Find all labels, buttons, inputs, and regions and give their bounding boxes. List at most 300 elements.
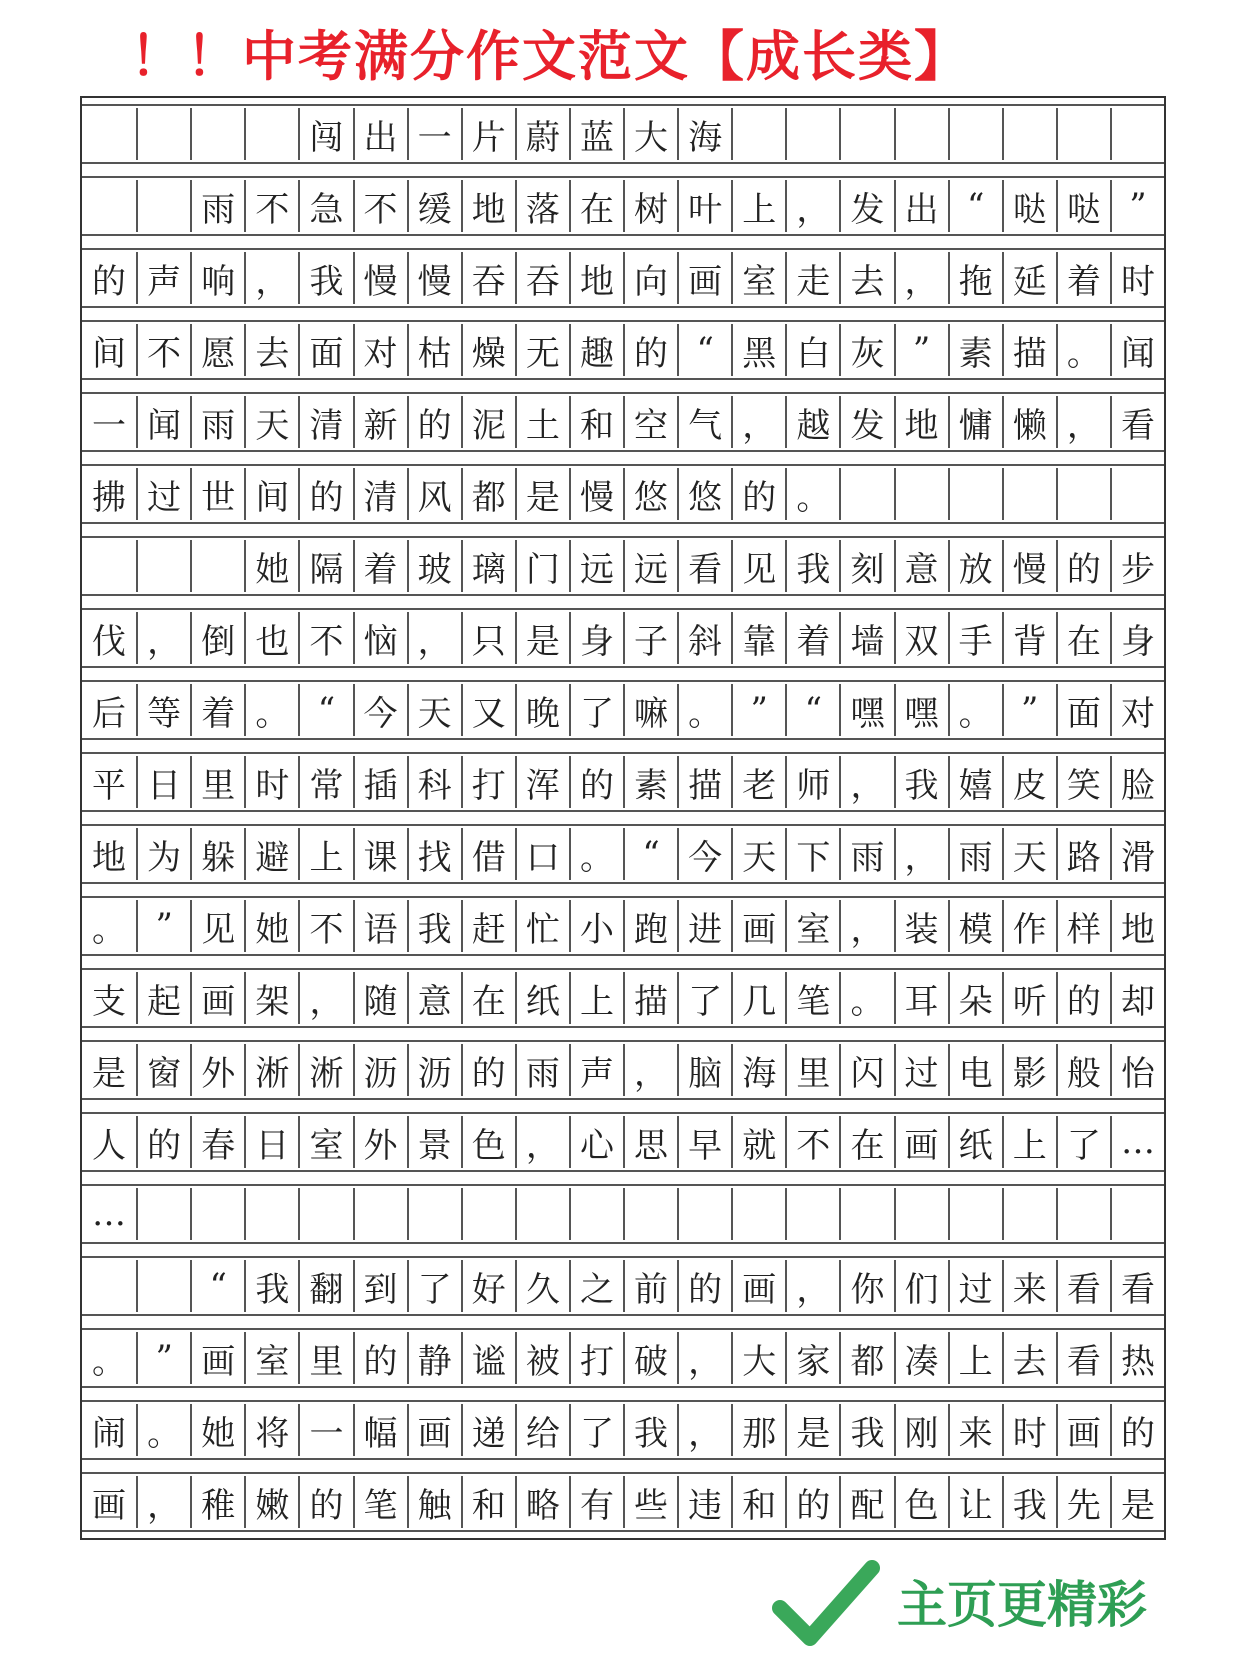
grid-cell: 找	[407, 828, 461, 880]
grid-cell: 闻	[1110, 324, 1164, 376]
grid-cell	[731, 1188, 785, 1240]
grid-cell: “	[623, 828, 677, 880]
grid-row	[82, 1116, 1164, 1168]
grid-cell: 我	[785, 540, 839, 592]
grid-cell: ，	[839, 900, 893, 952]
grid-cell: 。	[785, 468, 839, 520]
grid-cell	[1110, 108, 1164, 160]
grid-cell: 悠	[677, 468, 731, 520]
essay-grid	[80, 96, 1166, 1540]
grid-cell: 起	[136, 972, 190, 1024]
row-rule	[82, 536, 1164, 538]
grid-cell: ，	[515, 1116, 569, 1168]
grid-cell: 上	[731, 180, 785, 232]
grid-cell: 地	[92, 837, 127, 878]
grid-cell: 翻	[298, 1260, 352, 1312]
grid-cell: 室	[785, 900, 839, 952]
checkmark-icon	[772, 1560, 882, 1650]
row-rule	[82, 1386, 1164, 1388]
grid-cell: 双	[894, 612, 948, 664]
grid-cell: “	[298, 684, 352, 736]
grid-cell: 雨	[948, 828, 1002, 880]
grid-cell	[190, 540, 244, 592]
row-rule	[82, 392, 1164, 394]
grid-cell: 蔚	[515, 108, 569, 160]
grid-cell	[1056, 1188, 1110, 1240]
grid-cell: 外	[353, 1116, 407, 1168]
grid-cell: 一	[407, 108, 461, 160]
grid-cell: 黑	[731, 324, 785, 376]
grid-cell: 。	[136, 1404, 190, 1456]
row-rule	[82, 1112, 1164, 1114]
grid-cell: 给	[515, 1404, 569, 1456]
grid-cell: 笔	[785, 972, 839, 1024]
grid-cell: ”	[731, 684, 785, 736]
grid-row	[82, 1476, 1164, 1528]
grid-cell: ，	[244, 252, 298, 304]
grid-cell: 模	[948, 900, 1002, 952]
grid-cell: 着	[1056, 252, 1110, 304]
grid-cell: 慢	[407, 252, 461, 304]
grid-cell: ，	[894, 828, 948, 880]
grid-cell: 些	[623, 1476, 677, 1528]
grid-cell: 是	[515, 612, 569, 664]
grid-cell	[1110, 1188, 1164, 1240]
grid-cell: ”	[894, 324, 948, 376]
grid-cell	[298, 1188, 352, 1240]
grid-cell: 将	[244, 1404, 298, 1456]
row-rule	[82, 666, 1164, 668]
grid-cell	[894, 108, 948, 160]
grid-row	[82, 1044, 1164, 1096]
grid-cell: 我	[407, 900, 461, 952]
row-rule	[82, 1256, 1164, 1258]
grid-cell: 架	[244, 972, 298, 1024]
grid-cell	[894, 1188, 948, 1240]
grid-cell	[785, 1188, 839, 1240]
grid-cell: “	[948, 180, 1002, 232]
grid-cell: 的	[136, 1116, 190, 1168]
grid-cell	[1056, 468, 1110, 520]
grid-cell: 斜	[677, 612, 731, 664]
grid-cell: 她	[244, 900, 298, 952]
grid-cell: 在	[461, 972, 515, 1024]
grid-cell: 了	[1056, 1116, 1110, 1168]
footer	[772, 1560, 1172, 1650]
grid-cell: 哒	[1056, 180, 1110, 232]
grid-cell: 让	[948, 1476, 1002, 1528]
grid-cell: 放	[948, 540, 1002, 592]
grid-cell: 是	[1110, 1476, 1164, 1528]
grid-cell: 慢	[353, 252, 407, 304]
grid-cell: 一	[92, 405, 127, 446]
grid-cell: 土	[515, 396, 569, 448]
grid-cell: 又	[461, 684, 515, 736]
grid-cell: 滑	[1110, 828, 1164, 880]
grid-cell: 新	[353, 396, 407, 448]
grid-cell: 海	[731, 1044, 785, 1096]
grid-row	[82, 684, 1164, 736]
grid-cell: ，	[785, 180, 839, 232]
grid-cell: 过	[948, 1260, 1002, 1312]
grid-cell: 延	[1002, 252, 1056, 304]
grid-cell: 在	[1056, 612, 1110, 664]
grid-cell: 天	[1002, 828, 1056, 880]
grid-cell: 的	[407, 396, 461, 448]
grid-cell: 里	[298, 1332, 352, 1384]
grid-row	[82, 540, 1164, 592]
grid-cell: 。	[92, 1341, 127, 1382]
grid-row	[82, 1332, 1164, 1384]
grid-cell: 伐	[92, 621, 127, 662]
grid-cell: 不	[298, 612, 352, 664]
grid-cell: 打	[569, 1332, 623, 1384]
grid-row	[82, 468, 1164, 520]
grid-cell	[1110, 468, 1164, 520]
grid-cell: “	[190, 1260, 244, 1312]
grid-cell: 墙	[839, 612, 893, 664]
grid-cell: 画	[190, 972, 244, 1024]
grid-cell: 树	[623, 180, 677, 232]
grid-cell: 走	[785, 252, 839, 304]
grid-cell: 门	[515, 540, 569, 592]
grid-cell: 我	[839, 1404, 893, 1456]
grid-cell	[136, 180, 190, 232]
grid-cell: ，	[677, 1332, 731, 1384]
grid-cell: 进	[677, 900, 731, 952]
grid-cell	[82, 180, 136, 232]
grid-cell: 作	[1002, 900, 1056, 952]
grid-cell: 的	[353, 1332, 407, 1384]
grid-cell: 清	[298, 396, 352, 448]
grid-cell: 画	[190, 1332, 244, 1384]
row-rule	[82, 680, 1164, 682]
grid-cell: 的	[1056, 540, 1110, 592]
row-rule	[82, 882, 1164, 884]
grid-cell: 声	[569, 1044, 623, 1096]
grid-cell: 们	[894, 1260, 948, 1312]
grid-cell: ，	[731, 396, 785, 448]
grid-cell	[82, 108, 136, 160]
grid-cell: 雨	[515, 1044, 569, 1096]
grid-cell: 空	[623, 396, 677, 448]
grid-cell: 慢	[569, 468, 623, 520]
grid-cell: 的	[298, 468, 352, 520]
grid-cell: 她	[244, 540, 298, 592]
grid-cell: 了	[677, 972, 731, 1024]
grid-cell: 时	[244, 756, 298, 808]
grid-row	[82, 108, 1164, 160]
row-rule	[82, 104, 1164, 106]
grid-cell: 的	[569, 756, 623, 808]
grid-cell: 我	[244, 1260, 298, 1312]
grid-cell: 沥	[353, 1044, 407, 1096]
grid-cell: 身	[569, 612, 623, 664]
grid-cell: 灰	[839, 324, 893, 376]
grid-cell: ”	[136, 1332, 190, 1384]
grid-cell: ”	[136, 900, 190, 952]
grid-cell: 间	[92, 333, 127, 374]
row-rule	[82, 896, 1164, 898]
grid-cell: 不	[136, 324, 190, 376]
grid-cell	[136, 108, 190, 160]
grid-cell: 下	[785, 828, 839, 880]
grid-cell: ，	[1056, 396, 1110, 448]
grid-cell: 画	[731, 900, 785, 952]
grid-cell: 地	[1110, 900, 1164, 952]
grid-cell	[948, 1188, 1002, 1240]
grid-cell: 泥	[461, 396, 515, 448]
grid-cell: 淅	[298, 1044, 352, 1096]
grid-cell: 着	[353, 540, 407, 592]
grid-cell: ，	[623, 1044, 677, 1096]
grid-cell: 出	[353, 108, 407, 160]
grid-cell: 无	[515, 324, 569, 376]
grid-cell: 来	[948, 1404, 1002, 1456]
grid-cell: 室	[244, 1332, 298, 1384]
grid-cell	[839, 468, 893, 520]
grid-cell: 去	[1002, 1332, 1056, 1384]
row-rule	[82, 1040, 1164, 1042]
grid-cell: 。	[1056, 324, 1110, 376]
grid-cell	[353, 1188, 407, 1240]
grid-cell	[948, 108, 1002, 160]
grid-cell: 不	[244, 180, 298, 232]
grid-cell: ”	[1110, 180, 1164, 232]
row-rule	[82, 306, 1164, 308]
grid-cell: 叶	[677, 180, 731, 232]
grid-row	[82, 828, 1164, 880]
grid-cell: 闯	[298, 108, 352, 160]
grid-cell: 看	[1110, 396, 1164, 448]
grid-cell: 都	[461, 468, 515, 520]
row-rule	[82, 1314, 1164, 1316]
grid-cell: ，	[894, 252, 948, 304]
grid-cell: 嘛	[623, 684, 677, 736]
grid-cell: ，	[785, 1260, 839, 1312]
grid-cell: 对	[1110, 684, 1164, 736]
grid-cell: 发	[839, 180, 893, 232]
grid-cell	[894, 468, 948, 520]
grid-cell: 雨	[190, 180, 244, 232]
grid-cell: 着	[190, 684, 244, 736]
grid-cell: 和	[569, 396, 623, 448]
row-rule	[82, 738, 1164, 740]
grid-cell: 缓	[407, 180, 461, 232]
row-rule	[82, 1400, 1164, 1402]
grid-cell: 怡	[1110, 1044, 1164, 1096]
grid-cell	[244, 108, 298, 160]
grid-cell: 的	[298, 1476, 352, 1528]
grid-cell: 违	[677, 1476, 731, 1528]
grid-cell: 大	[623, 108, 677, 160]
row-rule	[82, 1458, 1164, 1460]
grid-cell: 就	[731, 1116, 785, 1168]
grid-cell: 是	[92, 1053, 127, 1094]
grid-cell: 画	[731, 1260, 785, 1312]
grid-cell: 天	[407, 684, 461, 736]
grid-cell: “	[677, 324, 731, 376]
grid-cell: 地	[461, 180, 515, 232]
grid-cell: 嬉	[948, 756, 1002, 808]
grid-cell: 人	[92, 1125, 127, 1166]
grid-cell: 上	[298, 828, 352, 880]
grid-cell: 不	[353, 180, 407, 232]
grid-cell: 样	[1056, 900, 1110, 952]
grid-cell: 面	[1056, 684, 1110, 736]
grid-cell: 路	[1056, 828, 1110, 880]
grid-cell: 色	[461, 1116, 515, 1168]
grid-cell: 了	[569, 684, 623, 736]
grid-cell: 过	[894, 1044, 948, 1096]
grid-cell: 慵	[948, 396, 1002, 448]
grid-cell	[569, 1188, 623, 1240]
grid-cell	[785, 108, 839, 160]
grid-cell: 里	[190, 756, 244, 808]
grid-row	[82, 756, 1164, 808]
grid-cell: 几	[731, 972, 785, 1024]
grid-cell: 你	[839, 1260, 893, 1312]
grid-cell: 到	[353, 1260, 407, 1312]
grid-row	[82, 900, 1164, 952]
grid-cell: 不	[785, 1116, 839, 1168]
grid-cell: 为	[136, 828, 190, 880]
grid-cell: 脑	[677, 1044, 731, 1096]
grid-cell: 赶	[461, 900, 515, 952]
grid-cell: ，	[136, 1476, 190, 1528]
grid-cell: 天	[244, 396, 298, 448]
grid-cell: 世	[190, 468, 244, 520]
grid-cell: 璃	[461, 540, 515, 592]
row-rule	[82, 162, 1164, 164]
grid-cell: 躲	[190, 828, 244, 880]
grid-cell: 来	[1002, 1260, 1056, 1312]
grid-cell: 面	[298, 324, 352, 376]
grid-cell: “	[785, 684, 839, 736]
grid-cell: 拂	[92, 477, 127, 518]
row-rule	[82, 1170, 1164, 1172]
grid-row	[82, 396, 1164, 448]
grid-cell	[190, 1188, 244, 1240]
grid-cell: 越	[785, 396, 839, 448]
grid-cell: 画	[1056, 1404, 1110, 1456]
grid-cell: 等	[136, 684, 190, 736]
grid-cell: 雨	[839, 828, 893, 880]
grid-cell	[1002, 1188, 1056, 1240]
grid-cell: 一	[298, 1404, 352, 1456]
grid-cell	[136, 1260, 190, 1312]
grid-cell: 窗	[136, 1044, 190, 1096]
grid-cell: 我	[894, 756, 948, 808]
grid-cell: 嫩	[244, 1476, 298, 1528]
grid-cell: 和	[731, 1476, 785, 1528]
row-rule	[82, 1026, 1164, 1028]
grid-cell: 后	[92, 693, 127, 734]
grid-cell: 拖	[948, 252, 1002, 304]
grid-cell: 心	[569, 1116, 623, 1168]
grid-cell: 风	[407, 468, 461, 520]
grid-cell: 画	[407, 1404, 461, 1456]
grid-cell: 落	[515, 180, 569, 232]
grid-cell: 懒	[1002, 396, 1056, 448]
row-rule	[82, 1184, 1164, 1186]
grid-cell: 脸	[1110, 756, 1164, 808]
grid-cell: 趣	[569, 324, 623, 376]
grid-cell: 隔	[298, 540, 352, 592]
grid-cell: 愿	[190, 324, 244, 376]
grid-cell: 画	[92, 1485, 127, 1526]
grid-cell: 闹	[92, 1413, 127, 1454]
row-rule	[82, 248, 1164, 250]
row-rule	[82, 968, 1164, 970]
grid-cell: 去	[839, 252, 893, 304]
row-rule	[82, 378, 1164, 380]
grid-cell: 的	[785, 1476, 839, 1528]
grid-cell	[136, 540, 190, 592]
grid-cell: 蓝	[569, 108, 623, 160]
grid-cell: 的	[1110, 1404, 1164, 1456]
grid-cell: 室	[731, 252, 785, 304]
grid-cell: 支	[92, 981, 127, 1022]
grid-cell: 配	[839, 1476, 893, 1528]
grid-cell: 描	[623, 972, 677, 1024]
grid-cell: 略	[515, 1476, 569, 1528]
grid-cell: 笑	[1056, 756, 1110, 808]
grid-cell: 浑	[515, 756, 569, 808]
grid-cell	[407, 1188, 461, 1240]
grid-cell: 刻	[839, 540, 893, 592]
grid-cell: 嘿	[839, 684, 893, 736]
grid-cell: 海	[677, 108, 731, 160]
grid-cell: 。	[92, 909, 127, 950]
grid-cell: 慢	[1002, 540, 1056, 592]
grid-cell: 在	[839, 1116, 893, 1168]
grid-cell: 。	[839, 972, 893, 1024]
grid-cell: 和	[461, 1476, 515, 1528]
grid-cell: 地	[569, 252, 623, 304]
grid-cell: 手	[948, 612, 1002, 664]
grid-cell: 是	[515, 468, 569, 520]
row-rule	[82, 594, 1164, 596]
grid-cell: 远	[623, 540, 677, 592]
grid-cell: 纸	[948, 1116, 1002, 1168]
grid-cell: 。	[569, 828, 623, 880]
grid-cell: ，	[839, 756, 893, 808]
grid-cell: 平	[92, 765, 127, 806]
grid-cell: 谧	[461, 1332, 515, 1384]
row-rule	[82, 464, 1164, 466]
grid-cell: 的	[92, 261, 127, 302]
grid-cell: 素	[948, 324, 1002, 376]
grid-cell: 恼	[353, 612, 407, 664]
grid-cell: ，	[298, 972, 352, 1024]
grid-cell: 稚	[190, 1476, 244, 1528]
grid-cell: 耳	[894, 972, 948, 1024]
grid-cell: 清	[353, 468, 407, 520]
grid-cell: 皮	[1002, 756, 1056, 808]
grid-cell: 科	[407, 756, 461, 808]
grid-cell	[461, 1188, 515, 1240]
grid-cell: 天	[731, 828, 785, 880]
grid-cell: 热	[1110, 1332, 1164, 1384]
grid-cell: 子	[623, 612, 677, 664]
grid-cell: 闪	[839, 1044, 893, 1096]
grid-cell: 的	[1056, 972, 1110, 1024]
grid-cell: 幅	[353, 1404, 407, 1456]
page-title: ！！中考满分作文范文【成长类】	[130, 25, 970, 88]
grid-cell: 倒	[190, 612, 244, 664]
grid-cell: 见	[731, 540, 785, 592]
